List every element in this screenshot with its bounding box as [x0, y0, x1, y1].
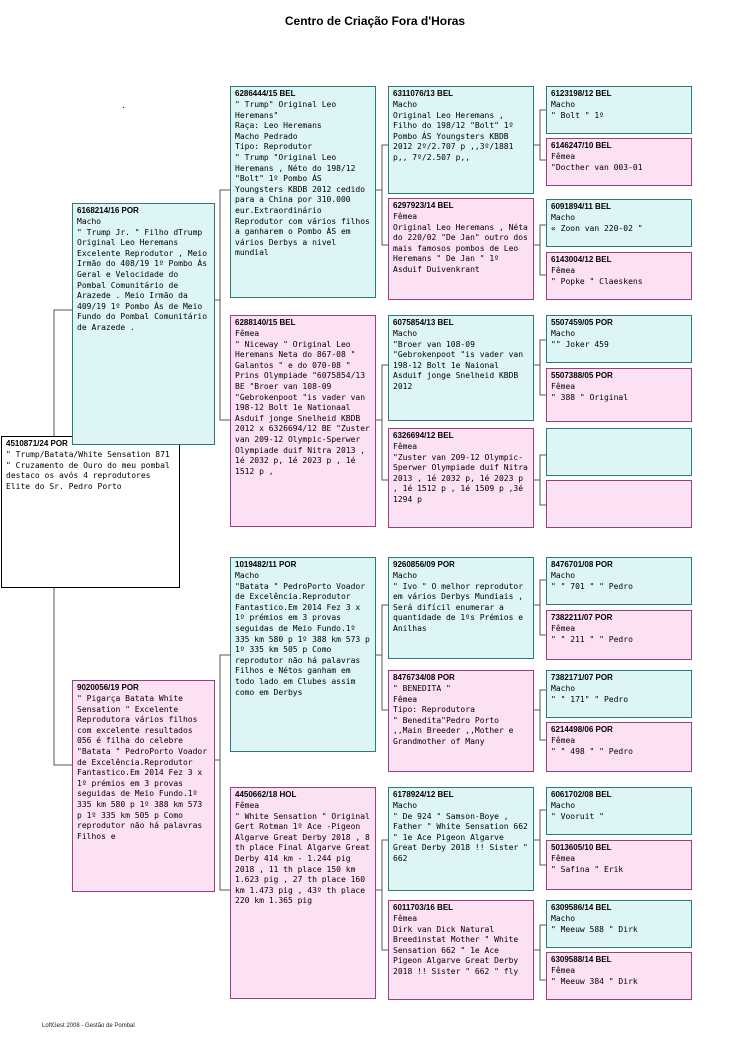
description: Fêmea " " 211 " " Pedro: [551, 624, 633, 644]
description: " BENEDITA " Fêmea Tipo: Reprodutora " Benedita"Pedro Porto ,,Main Breeder ,,Mother e Grandmother of Many: [393, 684, 514, 746]
ring-id: 6288140/15 BEL: [235, 318, 296, 327]
description: Macho "" Joker 459: [551, 329, 609, 349]
pedigree-dddd-box[interactable]: [546, 952, 692, 1000]
pedigree-ssd-box[interactable]: [388, 198, 534, 300]
pedigree-sdss-box[interactable]: [546, 315, 692, 363]
pedigree-ds-box[interactable]: [230, 557, 376, 752]
pedigree-ssss-box[interactable]: [546, 86, 692, 134]
pedigree-dam-box[interactable]: [72, 680, 215, 892]
ring-id: 6146247/10 BEL: [551, 141, 612, 150]
ring-id: 4510871/24 POR: [6, 439, 68, 448]
description: Macho " Meeuw 588 " Dirk: [551, 914, 638, 934]
description: Macho "Broer van 108-09 "Gebrokenpoot "is vader van 198-12 Bolt 1e Naional Asduif jonge Snelheid KBDB 2012: [393, 329, 524, 391]
pedigree-ddss-box[interactable]: [546, 787, 692, 835]
ring-id: 6326694/12 BEL: [393, 431, 454, 440]
description: " Trump" Original Leo Heremans" Raça: Leo Heremans Macho Pedrado Tipo: Reprodutor " Trump "Original Leo Heremans , Néto do 198/12 "Bolt" 1º Pombo ÁS Youngsters KBDB 2012 cedido para a China por 310.000 eur.Extraordinário Reprodutor com vários filhos a ganharem o Pombo ÁS em vários Derbys a nivel mundial: [235, 100, 370, 258]
ring-id: 6309588/14 BEL: [551, 955, 612, 964]
ring-id: 6075854/13 BEL: [393, 318, 454, 327]
ring-id: 6178924/12 BEL: [393, 790, 454, 799]
pedigree-ddsd-box[interactable]: [546, 840, 692, 890]
pedigree-subject-box[interactable]: [1, 436, 180, 588]
description: " Trump/Batata/White Sensation 871 " Cruzamento de Ouro do meu pombal destaco os avós 4 reprodutores Elite do Sr. Pedro Porto: [6, 450, 175, 491]
description: Fêmea " 388 " Original: [551, 382, 629, 402]
description: Fêmea " Safina " Erik: [551, 854, 624, 874]
footer-credit: LoftGest 2008 - Gestão de Pombal: [42, 1023, 135, 1029]
description: Fêmea Original Leo Heremans , Néta do 220/02 "De Jan" outro dos mais famosos pombos de Leo Heremans " De Jan " 1º Asduif Duivenkrant: [393, 212, 528, 274]
pedigree-dsd-box[interactable]: [388, 670, 534, 772]
description: Macho " Trump Jr. " Filho dTrump Original Leo Heremans Excelente Reprodutor , Meio Irmão do 408/19 1º Pombo Ás Geral e Velocidade do Pombal Comunitário de Arazede . Meio Irmão da 409/19 1º Pombo Ás de Meio Fundo do Pombal Comunitário de Arazede .: [77, 217, 208, 332]
description: Macho " Bolt " 1º: [551, 100, 604, 120]
ring-id: 7382211/07 POR: [551, 613, 613, 622]
description: Fêmea " Popke " Claeskens: [551, 266, 643, 286]
description: Fêmea " " 498 " " Pedro: [551, 736, 633, 756]
description: Macho " " 701 " " Pedro: [551, 571, 633, 591]
ring-id: 1019482/11 POR: [235, 560, 297, 569]
pedigree-dssd-box[interactable]: [546, 610, 692, 660]
description: Fêmea " White Sensation " Original Gert Rotman 1º Ace -Pigeon Algarve Great Derby 2018 , 8 th place Final Algarve Great Derby 414 km - 1.244 pig 2018 , 11 th place 150 km 1.623 pig , 27 th place 160 km 1.473 pig , 43º th place 220 km 1.365 pig: [235, 801, 370, 906]
pedigree-sdsd-box[interactable]: [546, 368, 692, 422]
pedigree-sssd-box[interactable]: [546, 138, 692, 186]
ring-id: 6143004/12 BEL: [551, 255, 612, 264]
ring-id: 8476701/08 POR: [551, 560, 613, 569]
description: Fêmea " Meeuw 384 " Dirk: [551, 966, 638, 986]
ring-id: 5507388/05 POR: [551, 371, 613, 380]
description: Macho " " 171" " Pedro: [551, 684, 629, 704]
ring-id: 6168214/16 POR: [77, 206, 139, 215]
description: Fêmea Dirk van Dick Natural Breedinstat Mother " White Sensation 662 " 1e Ace Pigeon Algarve Great Derby 2018 !! Sister " 662 " fly: [393, 914, 519, 976]
description: Fêmea "Docther van 003-01: [551, 152, 643, 172]
ring-id: 5013605/10 BEL: [551, 843, 612, 852]
pedigree-sire-box[interactable]: [72, 203, 215, 445]
pedigree-ss-box[interactable]: [230, 86, 376, 298]
pedigree-ssdd-box[interactable]: [546, 252, 692, 300]
ring-id: 4450662/18 HOL: [235, 790, 297, 799]
description: Macho Original Leo Heremans , Filho do 198/12 "Bolt" 1º Pombo ÁS Youngsters KBDB 2012 2º/2.707 p ,,3º/1881 p,, 7º/2.507 p,,: [393, 100, 514, 162]
marker-dot: .: [122, 100, 125, 111]
ring-id: 6309586/14 BEL: [551, 903, 612, 912]
page-title: Centro de Criação Fora d'Horas: [284, 14, 466, 28]
pedigree-sds-box[interactable]: [388, 315, 534, 421]
ring-id: [547, 429, 691, 432]
ring-id: 7382171/07 POR: [551, 673, 613, 682]
pedigree-ddds-box[interactable]: [546, 900, 692, 948]
pedigree-dds-box[interactable]: [388, 787, 534, 891]
pedigree-dsds-box[interactable]: [546, 670, 692, 718]
ring-id: 8476734/08 POR: [393, 673, 455, 682]
pedigree-sss-box[interactable]: [388, 86, 534, 194]
ring-id: 6286444/15 BEL: [235, 89, 296, 98]
description: Macho " De 924 " Samson-Boye , Father " White Sensation 662 " 1e Ace Pigeon Algarve Great Derby 2018 !! Sister " 662: [393, 801, 528, 863]
ring-id: 6297923/14 BEL: [393, 201, 454, 210]
pedigree-sdd-box[interactable]: [388, 428, 534, 528]
ring-id: 9020056/19 POR: [77, 683, 139, 692]
pedigree-dsdd-box[interactable]: [546, 722, 692, 772]
pedigree-dsss-box[interactable]: [546, 557, 692, 605]
description: Macho " Vooruit ": [551, 801, 604, 821]
ring-id: 6061702/08 BEL: [551, 790, 612, 799]
pedigree-sdds-box[interactable]: [546, 428, 692, 476]
ring-id: 9260856/09 POR: [393, 560, 455, 569]
ring-id: [547, 481, 691, 484]
ring-id: 6123198/12 BEL: [551, 89, 612, 98]
pedigree-ssds-box[interactable]: [546, 199, 692, 247]
description: Macho " Ivo " O melhor reprodutor em vários Derbys Mundiais , Será difícil enumerar a quantidade de 1ºs Prémios e Anilhas: [393, 571, 524, 633]
description: Fêmea "Zuster van 209-12 Olympic-Sperwer Olympiade duif Nitra 2013 , 1é 2032 p, 1é 2023 p , 1é 1512 p , 1é 1509 p ,3é 1294 p: [393, 442, 528, 504]
description: " Pigarça Batata White Sensation " Excelente Reprodutora vários filhos com excelente resultados 056 é filha do celebre "Batata " PedroPorto Voador de Excelência.Reprodutor Fantastico.Em 2014 Fez 3 x 1º prémios em 3 provas seguidas de Meio Fundo.1º 335 km 580 p 1º 388 km 573 p 1º 335 km 505 p Como reprodutor não há palavras Filhos e: [77, 694, 212, 841]
pedigree-sd-box[interactable]: [230, 315, 376, 527]
description: Macho "Batata " PedroPorto Voador de Excelência.Reprodutor Fantastico.Em 2014 Fez 3 x 1º prémios em 3 provas seguidas de Meio Fundo.1º 335 km 580 p 1º 388 km 573 p 1º 335 km 505 p Como reprodutor não há palavras Filhos e Nétos ganham em todo lado em Clubes assim como em Derbys: [235, 571, 370, 697]
description: Macho « Zoon van 220-02 ": [551, 213, 643, 233]
ring-id: 6011703/16 BEL: [393, 903, 454, 912]
ring-id: 5507459/05 POR: [551, 318, 613, 327]
pedigree-ddd-box[interactable]: [388, 900, 534, 1000]
pedigree-dss-box[interactable]: [388, 557, 534, 659]
pedigree-sddd-box[interactable]: [546, 480, 692, 528]
ring-id: 6091894/11 BEL: [551, 202, 612, 211]
ring-id: 6311076/13 BEL: [393, 89, 454, 98]
pedigree-dd-box[interactable]: [230, 787, 376, 999]
ring-id: 6214498/06 POR: [551, 725, 613, 734]
description: Fêmea " Niceway " Original Leo Heremans Neta do 867-08 " Galantos " e do 070-08 " Prins Olympiade "6075854/13 BE "Broer van 108-09 "Gebrokenpoot "is vader van 198-12 Bolt 1e Nationaal Asduif jonge Snelheid KBDB 2012 x 6326694/12 BE "Zuster van 209-12 Olympic-Sperwer Olympiade duif Nitra 2013 , 1é 2032 p, 1é 2023 p , 1é 1512 p ,: [235, 329, 370, 476]
